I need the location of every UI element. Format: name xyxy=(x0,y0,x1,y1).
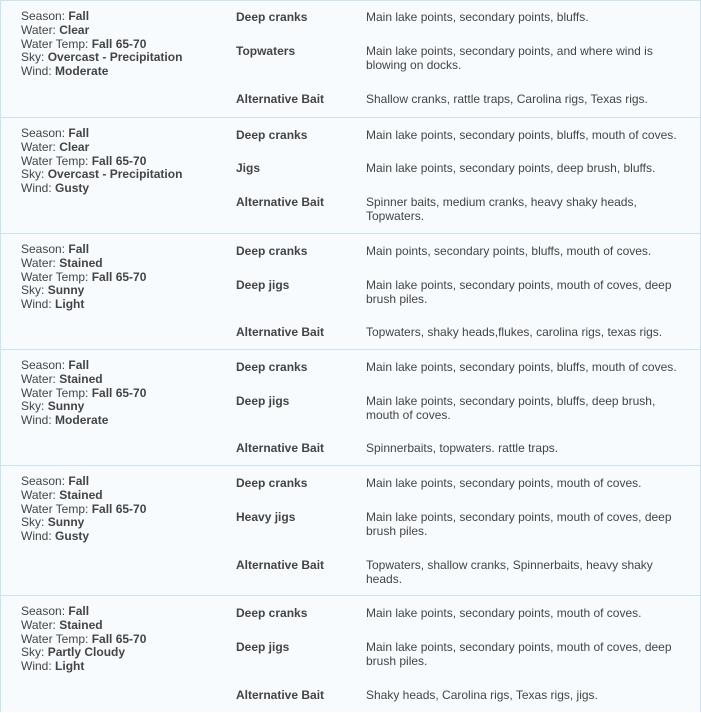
bait-name: Deep cranks xyxy=(236,244,308,258)
bait-name: Deep cranks xyxy=(236,128,308,142)
condition-label: Wind: xyxy=(21,659,52,674)
condition-season xyxy=(21,127,182,141)
condition-label: Sky: xyxy=(21,283,45,298)
bait-location-description: Spinnerbaits, topwaters. rattle traps. xyxy=(366,441,559,455)
condition-label: Water Temp: xyxy=(21,269,89,284)
condition-value: Fall xyxy=(68,604,90,618)
condition-sky xyxy=(21,168,182,182)
condition-value: Fall xyxy=(68,358,90,372)
condition-label: Water Temp: xyxy=(21,385,89,400)
condition-value: Fall 65-70 xyxy=(91,631,147,646)
bait-location-description: Main lake points, secondary points, deep brush, bluffs. xyxy=(366,161,656,175)
condition-label: Sky: xyxy=(21,645,45,660)
bait-name: Topwaters xyxy=(236,44,296,58)
condition-row xyxy=(1,117,700,234)
condition-label: Water Temp: xyxy=(21,36,89,51)
bait-location-description: Main lake points, secondary points, bluffs, mouth of coves. xyxy=(366,360,677,374)
condition-value: Stained xyxy=(59,617,103,632)
bait-name: Alternative Bait xyxy=(236,558,325,572)
condition-label: Water Temp: xyxy=(21,631,89,646)
condition-wind xyxy=(21,298,146,312)
condition-value: Fall 65-70 xyxy=(91,153,147,168)
condition-wind xyxy=(21,182,182,196)
condition-water xyxy=(21,619,146,633)
bait-location-description: Main points, secondary points, bluffs, mouth of coves. xyxy=(366,244,652,258)
condition-label: Water: xyxy=(21,22,56,37)
condition-label: Water Temp: xyxy=(21,501,89,516)
bait-name: Deep jigs xyxy=(236,278,290,292)
condition-label: Season: xyxy=(21,126,66,140)
condition-label: Water: xyxy=(21,617,56,632)
bait-name: Heavy jigs xyxy=(236,510,296,524)
condition-water xyxy=(21,257,146,271)
conditions-cell xyxy=(21,359,146,428)
bait-location-description: Main lake points, secondary points, bluffs, deep brush, mouth of coves. xyxy=(366,394,656,422)
condition-value: Moderate xyxy=(55,64,109,79)
condition-label: Water: xyxy=(21,371,56,386)
condition-label: Wind: xyxy=(21,529,52,544)
bait-name: Alternative Bait xyxy=(236,688,325,702)
bait-name: Deep cranks xyxy=(236,606,308,620)
bait-location-description: Main lake points, secondary points, mouth of coves, deep brush piles. xyxy=(366,640,672,668)
condition-value: Fall xyxy=(68,242,90,256)
condition-water xyxy=(21,24,182,38)
bait-location-description: Main lake points, secondary points, mouth of coves, deep brush piles. xyxy=(366,510,672,538)
condition-water-temp xyxy=(21,155,182,169)
bait-location-description: Main lake points, secondary points, bluffs, mouth of coves. xyxy=(366,128,677,142)
condition-season xyxy=(21,243,146,257)
condition-value: Sunny xyxy=(47,283,85,298)
conditions-cell xyxy=(21,127,182,196)
condition-value: Stained xyxy=(59,255,103,270)
condition-sky xyxy=(21,51,182,65)
condition-label: Season: xyxy=(21,242,66,256)
condition-value: Sunny xyxy=(47,515,85,530)
bait-location-description: Topwaters, shaky heads,flukes, carolina rigs, texas rigs. xyxy=(366,325,663,339)
condition-label: Wind: xyxy=(21,64,52,79)
bait-location-description: Shallow cranks, rattle traps, Carolina rigs, Texas rigs. xyxy=(366,92,648,106)
conditions-cell xyxy=(21,475,146,544)
bait-name: Alternative Bait xyxy=(236,325,325,339)
condition-label: Water: xyxy=(21,255,56,270)
condition-value: Fall xyxy=(68,9,90,23)
condition-season xyxy=(21,605,146,619)
condition-value: Stained xyxy=(59,487,103,502)
condition-season xyxy=(21,475,146,489)
condition-water-temp xyxy=(21,271,146,285)
bait-name: Alternative Bait xyxy=(236,195,325,209)
bait-location-description: Shaky heads, Carolina rigs, Texas rigs, jigs. xyxy=(366,688,598,702)
condition-value: Gusty xyxy=(55,181,90,196)
condition-value: Fall xyxy=(68,126,90,140)
condition-value: Moderate xyxy=(55,413,109,428)
condition-label: Water: xyxy=(21,487,56,502)
condition-value: Stained xyxy=(59,371,103,386)
condition-water-temp xyxy=(21,38,182,52)
condition-label: Sky: xyxy=(21,167,45,182)
conditions-cell xyxy=(21,243,146,312)
bait-location-description: Main lake points, secondary points, mouth of coves. xyxy=(366,606,642,620)
condition-water xyxy=(21,489,146,503)
condition-row xyxy=(1,233,700,350)
condition-label: Season: xyxy=(21,9,66,23)
bait-location-description: Main lake points, secondary points, bluffs. xyxy=(366,10,589,24)
condition-water xyxy=(21,373,146,387)
condition-water-temp xyxy=(21,633,146,647)
condition-water xyxy=(21,141,182,155)
condition-value: Fall 65-70 xyxy=(91,269,147,284)
condition-value: Overcast - Precipitation xyxy=(47,167,183,182)
bait-name: Deep jigs xyxy=(236,640,290,654)
condition-wind xyxy=(21,530,146,544)
condition-row xyxy=(1,465,700,596)
condition-value: Fall xyxy=(68,474,90,488)
condition-label: Season: xyxy=(21,474,66,488)
condition-label: Water: xyxy=(21,139,56,154)
condition-row xyxy=(1,349,700,466)
condition-value: Clear xyxy=(59,22,90,37)
condition-season xyxy=(21,10,182,24)
condition-row xyxy=(1,595,700,713)
bait-name: Jigs xyxy=(236,161,261,175)
bait-location-description: Spinner baits, medium cranks, heavy shaky heads, Topwaters. xyxy=(366,195,637,223)
bait-name: Deep jigs xyxy=(236,394,290,408)
condition-row xyxy=(1,1,700,117)
bait-name: Alternative Bait xyxy=(236,92,325,106)
condition-label: Sky: xyxy=(21,515,45,530)
conditions-cell xyxy=(21,605,146,674)
condition-value: Gusty xyxy=(55,529,90,544)
bait-location-description: Main lake points, secondary points, and where wind is blowing on docks. xyxy=(366,44,653,72)
bait-location-description: Main lake points, secondary points, mouth of coves, deep brush piles. xyxy=(366,278,672,306)
condition-value: Fall 65-70 xyxy=(91,36,147,51)
condition-wind xyxy=(21,660,146,674)
condition-water-temp xyxy=(21,503,146,517)
condition-sky xyxy=(21,516,146,530)
condition-label: Wind: xyxy=(21,297,52,312)
condition-label: Sky: xyxy=(21,399,45,414)
bait-location-description: Topwaters, shallow cranks, Spinnerbaits, heavy shaky heads. xyxy=(366,558,653,586)
bait-location-description: Main lake points, secondary points, mouth of coves. xyxy=(366,476,642,490)
condition-value: Partly Cloudy xyxy=(47,645,126,660)
condition-value: Clear xyxy=(59,139,90,154)
condition-season xyxy=(21,359,146,373)
condition-label: Sky: xyxy=(21,50,45,65)
condition-value: Sunny xyxy=(47,399,85,414)
bait-name: Deep cranks xyxy=(236,476,308,490)
condition-sky xyxy=(21,400,146,414)
condition-label: Wind: xyxy=(21,181,52,196)
bait-name: Deep cranks xyxy=(236,10,308,24)
condition-value: Fall 65-70 xyxy=(91,501,147,516)
condition-value: Overcast - Precipitation xyxy=(47,50,183,65)
bait-name: Deep cranks xyxy=(236,360,308,374)
condition-sky xyxy=(21,284,146,298)
condition-sky xyxy=(21,646,146,660)
condition-value: Fall 65-70 xyxy=(91,385,147,400)
condition-water-temp xyxy=(21,387,146,401)
bait-name: Alternative Bait xyxy=(236,441,325,455)
condition-value: Light xyxy=(55,297,85,312)
condition-label: Wind: xyxy=(21,413,52,428)
condition-wind xyxy=(21,65,182,79)
condition-label: Season: xyxy=(21,604,66,618)
conditions-cell xyxy=(21,10,182,79)
condition-wind xyxy=(21,414,146,428)
condition-label: Season: xyxy=(21,358,66,372)
condition-label: Water Temp: xyxy=(21,153,89,168)
condition-value: Light xyxy=(55,659,85,674)
